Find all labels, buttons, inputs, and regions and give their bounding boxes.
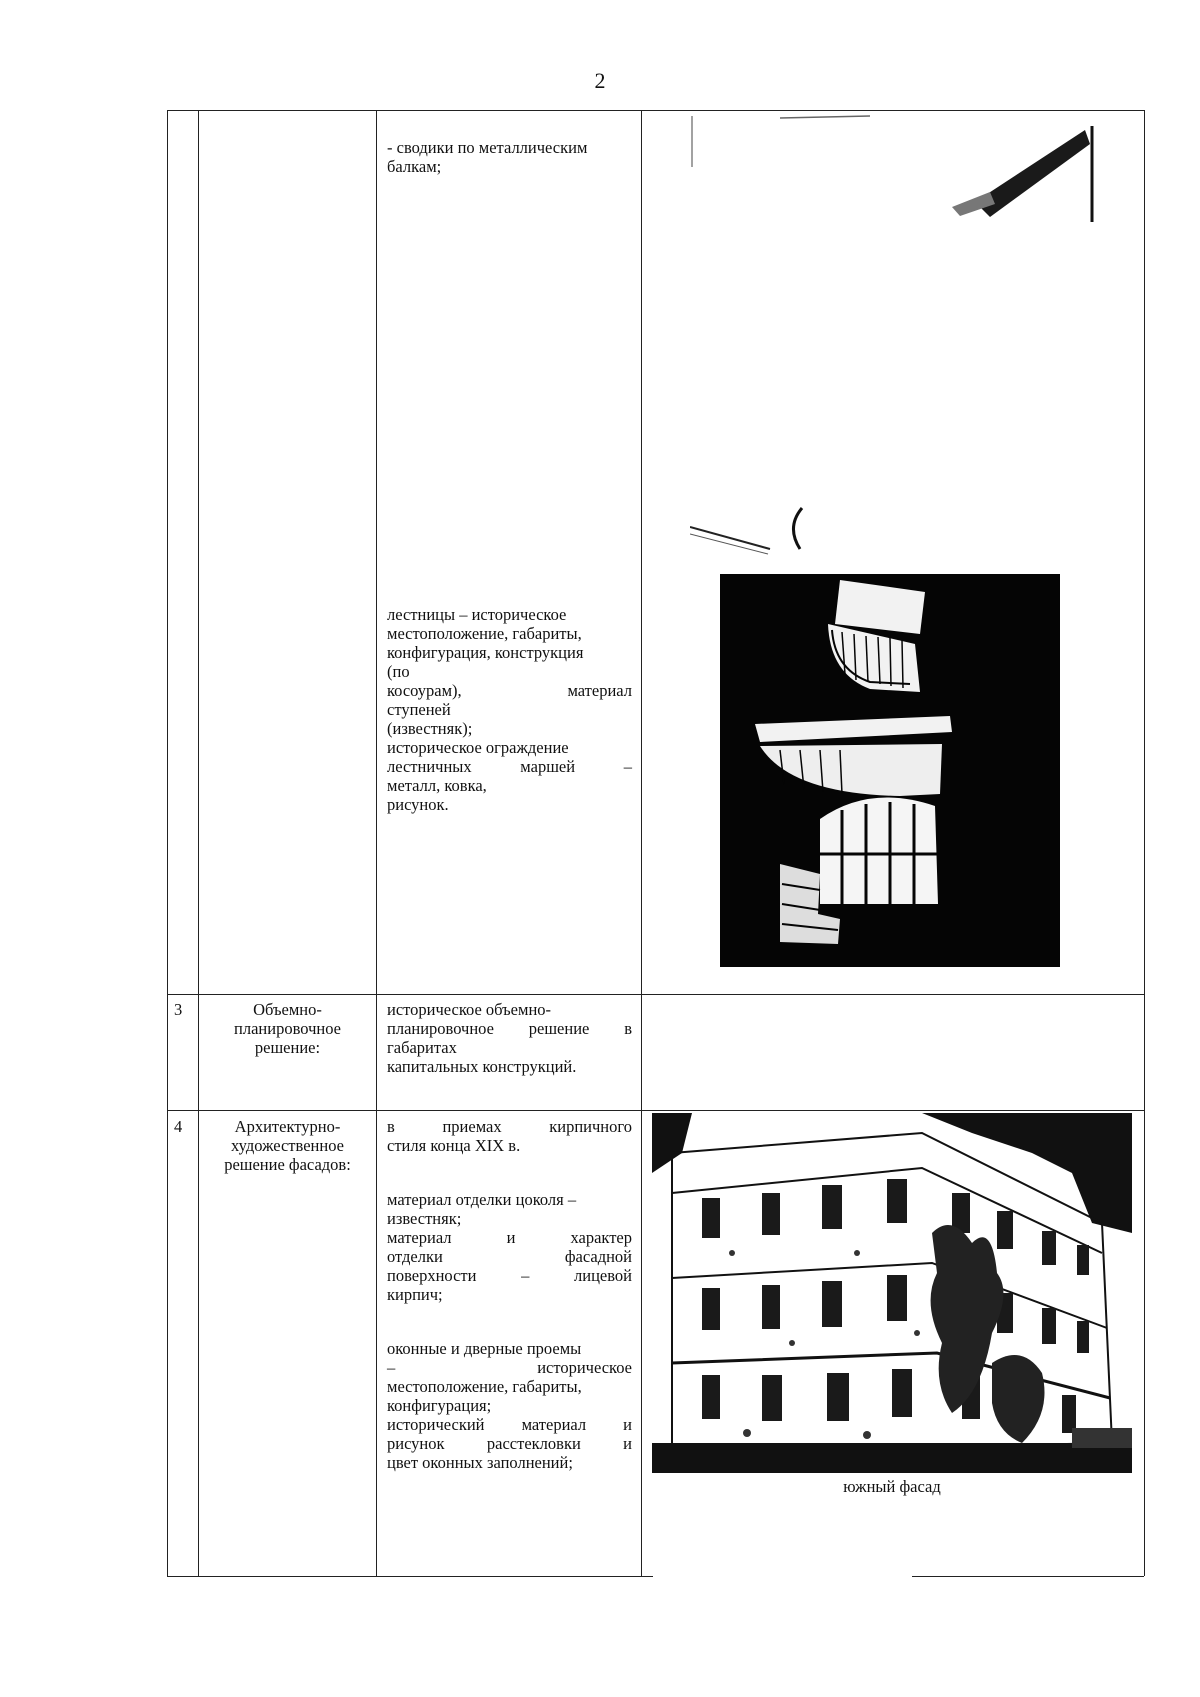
row4-desc-line: материал и характер: [387, 1228, 632, 1247]
stairs-line: историческое ограждение: [387, 738, 569, 757]
table-border-left: [167, 110, 168, 1576]
row4-desc-line: – историческое: [387, 1358, 632, 1377]
beams-text: - сводики по металлическим балкам;: [387, 138, 588, 176]
staircase-photo: [720, 574, 1060, 967]
row4-desc-line: стиля конца XIX в.: [387, 1136, 521, 1155]
table-col-divider-3: [641, 110, 642, 1576]
row3-desc-line: габаритах: [387, 1038, 457, 1057]
row4-desc-line: отделки фасадной: [387, 1247, 632, 1266]
row-divider-3: [167, 994, 1144, 995]
scan-artifact-graphic: [690, 112, 1100, 582]
stairs-line: лестничных маршей –: [387, 757, 632, 776]
photo-caption: южный фасад: [843, 1477, 941, 1496]
south-facade-photo: [652, 1113, 1132, 1473]
row-divider-4: [167, 1110, 1144, 1111]
row4-desc-line: конфигурация;: [387, 1396, 492, 1415]
stairs-line: лестницы – историческое: [387, 605, 567, 624]
row3-name-line: планировочное: [234, 1019, 341, 1038]
table-border-top: [167, 110, 1144, 111]
row4-desc-line: материал отделки цоколя –: [387, 1190, 577, 1209]
stairs-line: косоурам), материал: [387, 681, 632, 700]
row-number: 3: [174, 1000, 183, 1019]
row4-desc-line: рисунок расстекловки и: [387, 1434, 632, 1453]
row4-desc-line: цвет оконных заполнений;: [387, 1453, 573, 1472]
row3-name-line: Объемно-: [253, 1000, 322, 1019]
row4-desc-line: поверхности – лицевой: [387, 1266, 632, 1285]
page-number: 2: [594, 68, 606, 93]
row4-desc-line: кирпич;: [387, 1285, 443, 1304]
table-border-bottom-left: [167, 1576, 653, 1577]
row4-desc-line: в приемах кирпичного: [387, 1117, 632, 1136]
row4-desc-line: исторический материал и: [387, 1415, 632, 1434]
stairs-line: (по: [387, 662, 410, 681]
row4-desc-line: известняк;: [387, 1209, 462, 1228]
row4-name-line: Архитектурно-: [234, 1117, 341, 1136]
stairs-line: металл, ковка,: [387, 776, 487, 795]
row3-desc-line: планировочное решение в: [387, 1019, 632, 1038]
stairs-line: (известняк);: [387, 719, 473, 738]
row4-desc-line: местоположение, габариты,: [387, 1377, 582, 1396]
row4-desc-line: оконные и дверные проемы: [387, 1339, 582, 1358]
table-border-right: [1144, 110, 1145, 1576]
row4-name-line: решение фасадов:: [224, 1155, 351, 1174]
table-col-divider-2: [376, 110, 377, 1576]
row4-name-line: художественное: [231, 1136, 344, 1155]
row3-name-line: решение:: [254, 1038, 321, 1057]
row3-desc-line: историческое объемно-: [387, 1000, 552, 1019]
stairs-line: местоположение, габариты,: [387, 624, 582, 643]
stairs-line: ступеней: [387, 700, 451, 719]
row-number: 4: [174, 1117, 183, 1136]
table-border-bottom-right: [912, 1576, 1144, 1577]
stairs-line: конфигурация, конструкция: [387, 643, 584, 662]
stairs-line: рисунок.: [387, 795, 449, 814]
row3-desc-line: капитальных конструкций.: [387, 1057, 577, 1076]
table-col-divider-1: [198, 110, 199, 1576]
